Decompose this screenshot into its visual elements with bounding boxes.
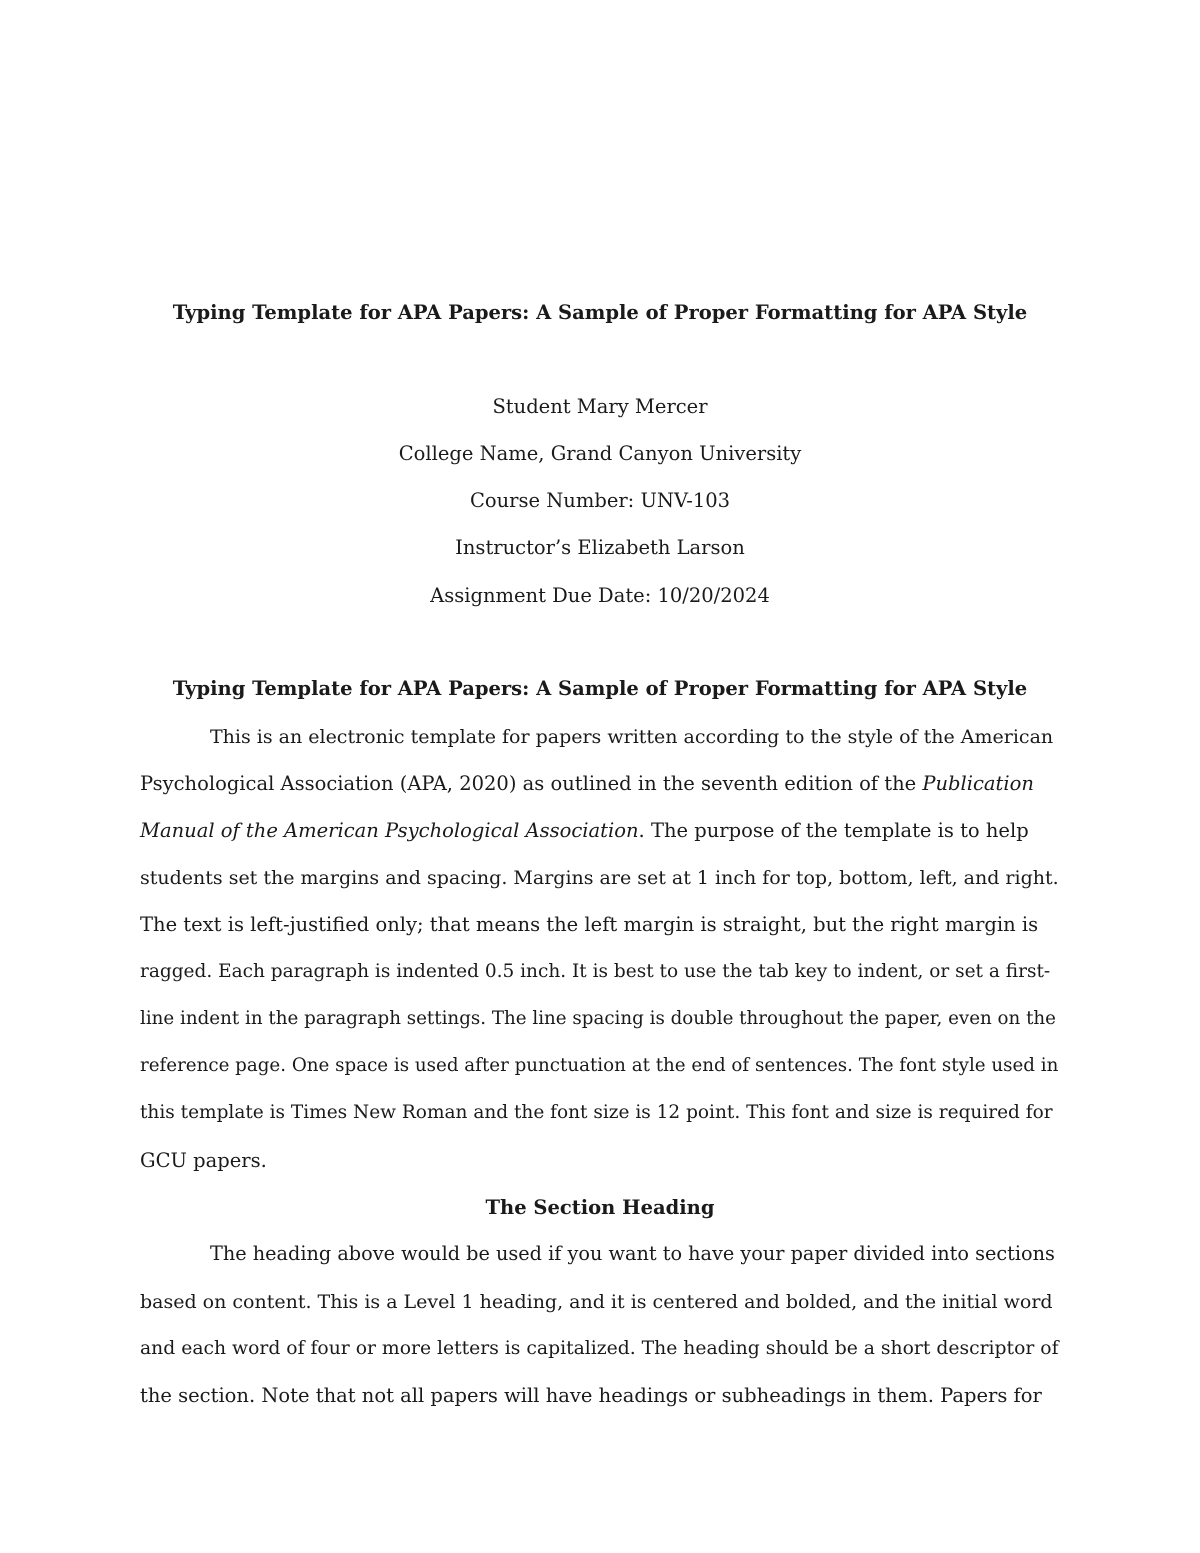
publication-title-part-1: Publication xyxy=(922,772,1034,795)
paragraph-1-line-2-text: Psychological Association (APA, 2020) as outlined in the seventh edition of the xyxy=(140,772,923,795)
paragraph-1-line-9: this template is Times New Roman and the font size is 12 point. This font and size is required for xyxy=(140,1102,1053,1123)
body-title: Typing Template for APA Papers: A Sample of Proper Formatting for APA Style xyxy=(172,677,1028,700)
college-name: College Name, Grand Canyon University xyxy=(398,442,802,465)
paragraph-1-line-3-text: . The purpose of the template is to help xyxy=(638,819,1029,842)
paragraph-1-line-1: This is an electronic template for papers written according to the style of the American xyxy=(210,726,1054,748)
paragraph-1-line-2 xyxy=(140,771,1060,797)
paragraph-1-line-7: line indent in the paragraph settings. The line spacing is double throughout the paper, even on the xyxy=(140,1008,1056,1029)
paragraph-1-line-8: reference page. One space is used after punctuation at the end of sentences. The font style used in xyxy=(140,1055,1059,1076)
section-heading: The Section Heading xyxy=(485,1196,715,1219)
paragraph-2-line-3: and each word of four or more letters is capitalized. The heading should be a short descriptor of xyxy=(140,1338,1059,1359)
publication-title-part-2: Manual of the American Psychological Association xyxy=(140,819,639,842)
due-date: Assignment Due Date: 10/20/2024 xyxy=(430,584,770,607)
paragraph-2-line-4: the section. Note that not all papers will have headings or subheadings in them. Papers for xyxy=(140,1384,1042,1407)
paragraph-1-line-6: ragged. Each paragraph is indented 0.5 inch. It is best to use the tab key to indent, or set a first- xyxy=(140,961,1051,982)
paragraph-2-line-1: The heading above would be used if you want to have your paper divided into sections xyxy=(210,1242,1055,1265)
paragraph-1-line-5: The text is left-justified only; that means the left margin is straight, but the right margin is xyxy=(140,913,1039,936)
paragraph-1-line-10: GCU papers. xyxy=(140,1149,267,1172)
student-name: Student Mary Mercer xyxy=(492,395,708,418)
paragraph-2-line-2: based on content. This is a Level 1 heading, and it is centered and bolded, and the initial word xyxy=(140,1291,1053,1313)
paragraph-1-line-4: students set the margins and spacing. Margins are set at 1 inch for top, bottom, left, and right. xyxy=(140,867,1059,889)
instructor-name: Instructor’s Elizabeth Larson xyxy=(455,536,745,559)
course-number: Course Number: UNV-103 xyxy=(469,489,731,512)
paragraph-1-line-3 xyxy=(140,818,1060,844)
title-page-title: Typing Template for APA Papers: A Sample of Proper Formatting for APA Style xyxy=(172,301,1028,324)
